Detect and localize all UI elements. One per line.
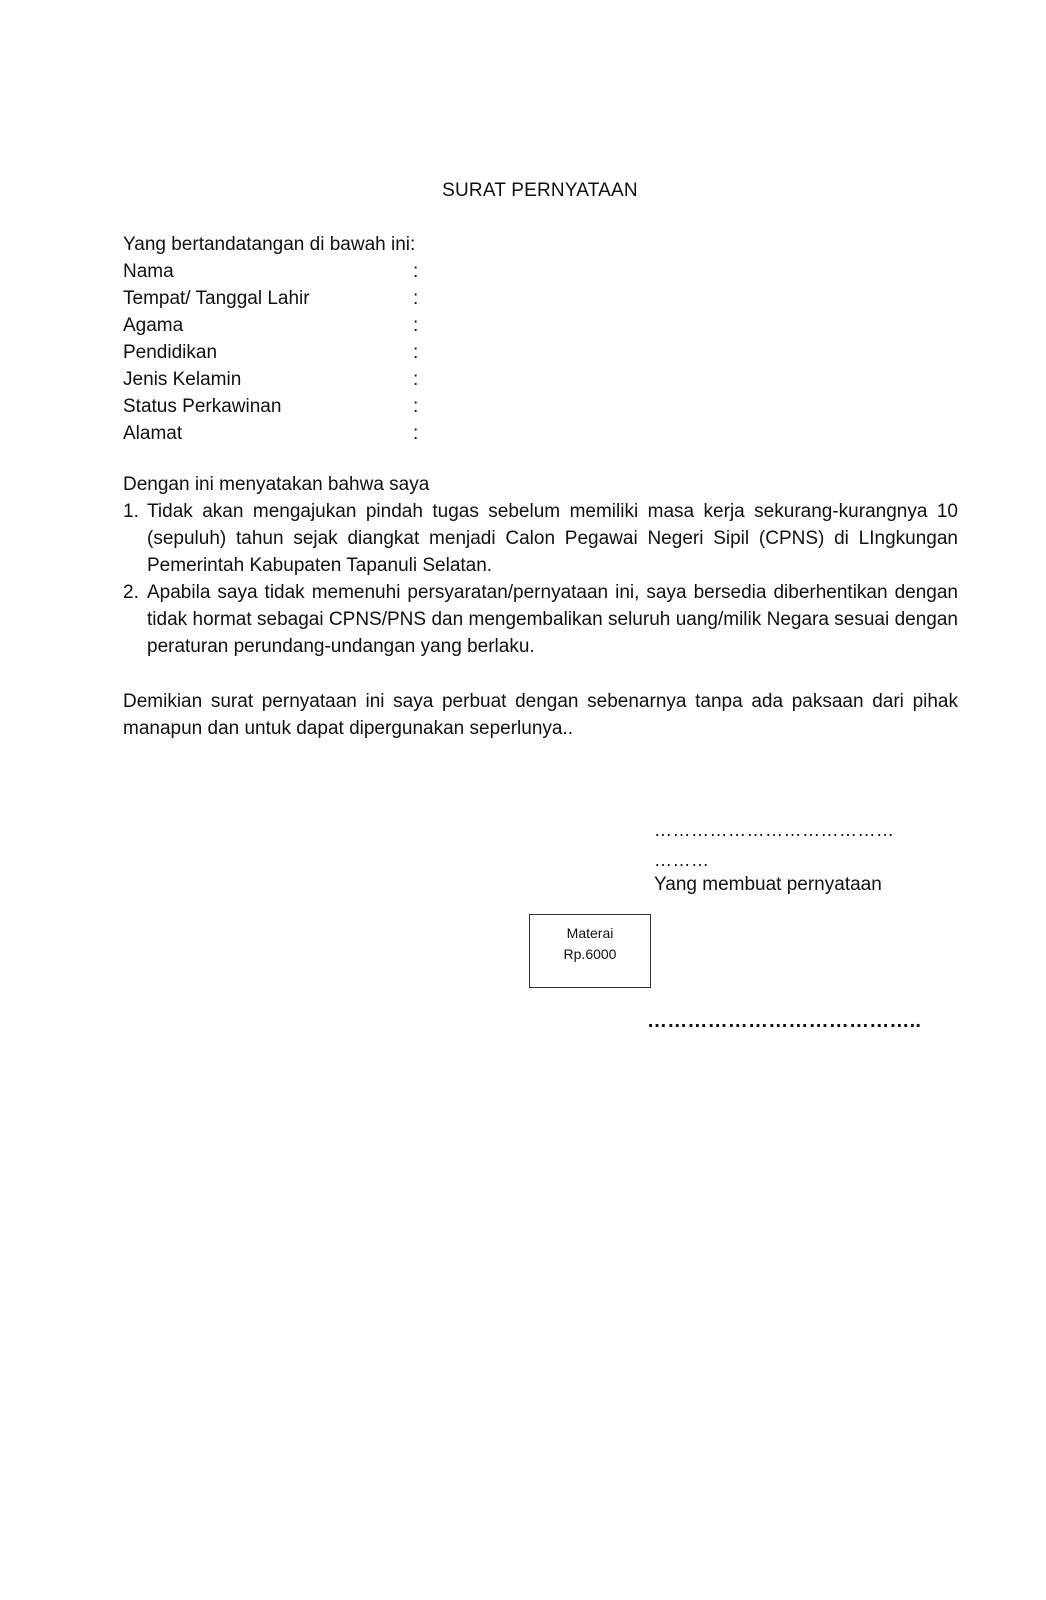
- closing-paragraph: Demikian surat pernyataan ini saya perbuat dengan sebenarnya tanpa ada paksaan dari pihak manapun dan untuk dapat dipergunakan seperlunya..: [123, 691, 958, 739]
- document-title: SURAT PERNYATAAN: [442, 180, 638, 201]
- stamp-box: [529, 914, 651, 988]
- field-row-alamat: [123, 420, 523, 447]
- place-date-line-continued: ………: [654, 850, 710, 870]
- field-row-agama: [123, 312, 523, 339]
- list-item-number: 2.: [123, 582, 139, 603]
- field-colon: :: [413, 369, 419, 390]
- field-row-nama: [123, 258, 523, 285]
- stamp-value: Rp.6000: [563, 946, 617, 962]
- field-row-status-perkawinan: [123, 393, 523, 420]
- field-colon: :: [413, 261, 419, 282]
- stamp-label: Materai: [566, 925, 614, 941]
- field-colon: :: [413, 396, 419, 417]
- intro-text: Yang bertandatangan di bawah ini:: [123, 234, 416, 255]
- list-item-number: 1.: [123, 501, 139, 522]
- list-item-text: Apabila saya tidak memenuhi persyaratan/pernyataan ini, saya bersedia diberhentikan dengan tidak hormat sebagai CPNS/PNS dan mengembalikan seluruh uang/milik Negara sesuai dengan peraturan perundang-undangan yang berlaku.: [147, 582, 958, 657]
- field-colon: :: [413, 288, 419, 309]
- field-label: Agama: [123, 315, 184, 336]
- field-row-tempat-tanggal-lahir: [123, 285, 523, 312]
- statement-list: [123, 498, 958, 660]
- field-label: Tempat/ Tanggal Lahir: [123, 288, 310, 309]
- field-label: Nama: [123, 261, 174, 282]
- field-colon: :: [413, 315, 419, 336]
- list-item-text: Tidak akan mengajukan pindah tugas sebelum memiliki masa kerja sekurang-kurangnya 10 (sepuluh) tahun sejak diangkat menjadi Calon Pegawai Negeri Sipil (CPNS) di LIngkungan Pemerintah Kabupaten Tapanuli Selatan.: [147, 501, 958, 576]
- list-item: [123, 498, 958, 579]
- place-date-line: …………………………………: [654, 820, 895, 840]
- field-row-pendidikan: [123, 339, 523, 366]
- signer-label: Yang membuat pernyataan: [654, 874, 882, 895]
- field-colon: :: [413, 342, 419, 363]
- field-label: Jenis Kelamin: [123, 369, 242, 390]
- signature-name-line: …………………………………..: [647, 1010, 922, 1032]
- field-colon: :: [413, 423, 419, 444]
- field-label: Pendidikan: [123, 342, 218, 363]
- field-row-jenis-kelamin: [123, 366, 523, 393]
- field-label: Status Perkawinan: [123, 396, 282, 417]
- declaration-intro: Dengan ini menyatakan bahwa saya: [123, 474, 430, 495]
- field-label: Alamat: [123, 423, 183, 444]
- list-item: [123, 579, 958, 660]
